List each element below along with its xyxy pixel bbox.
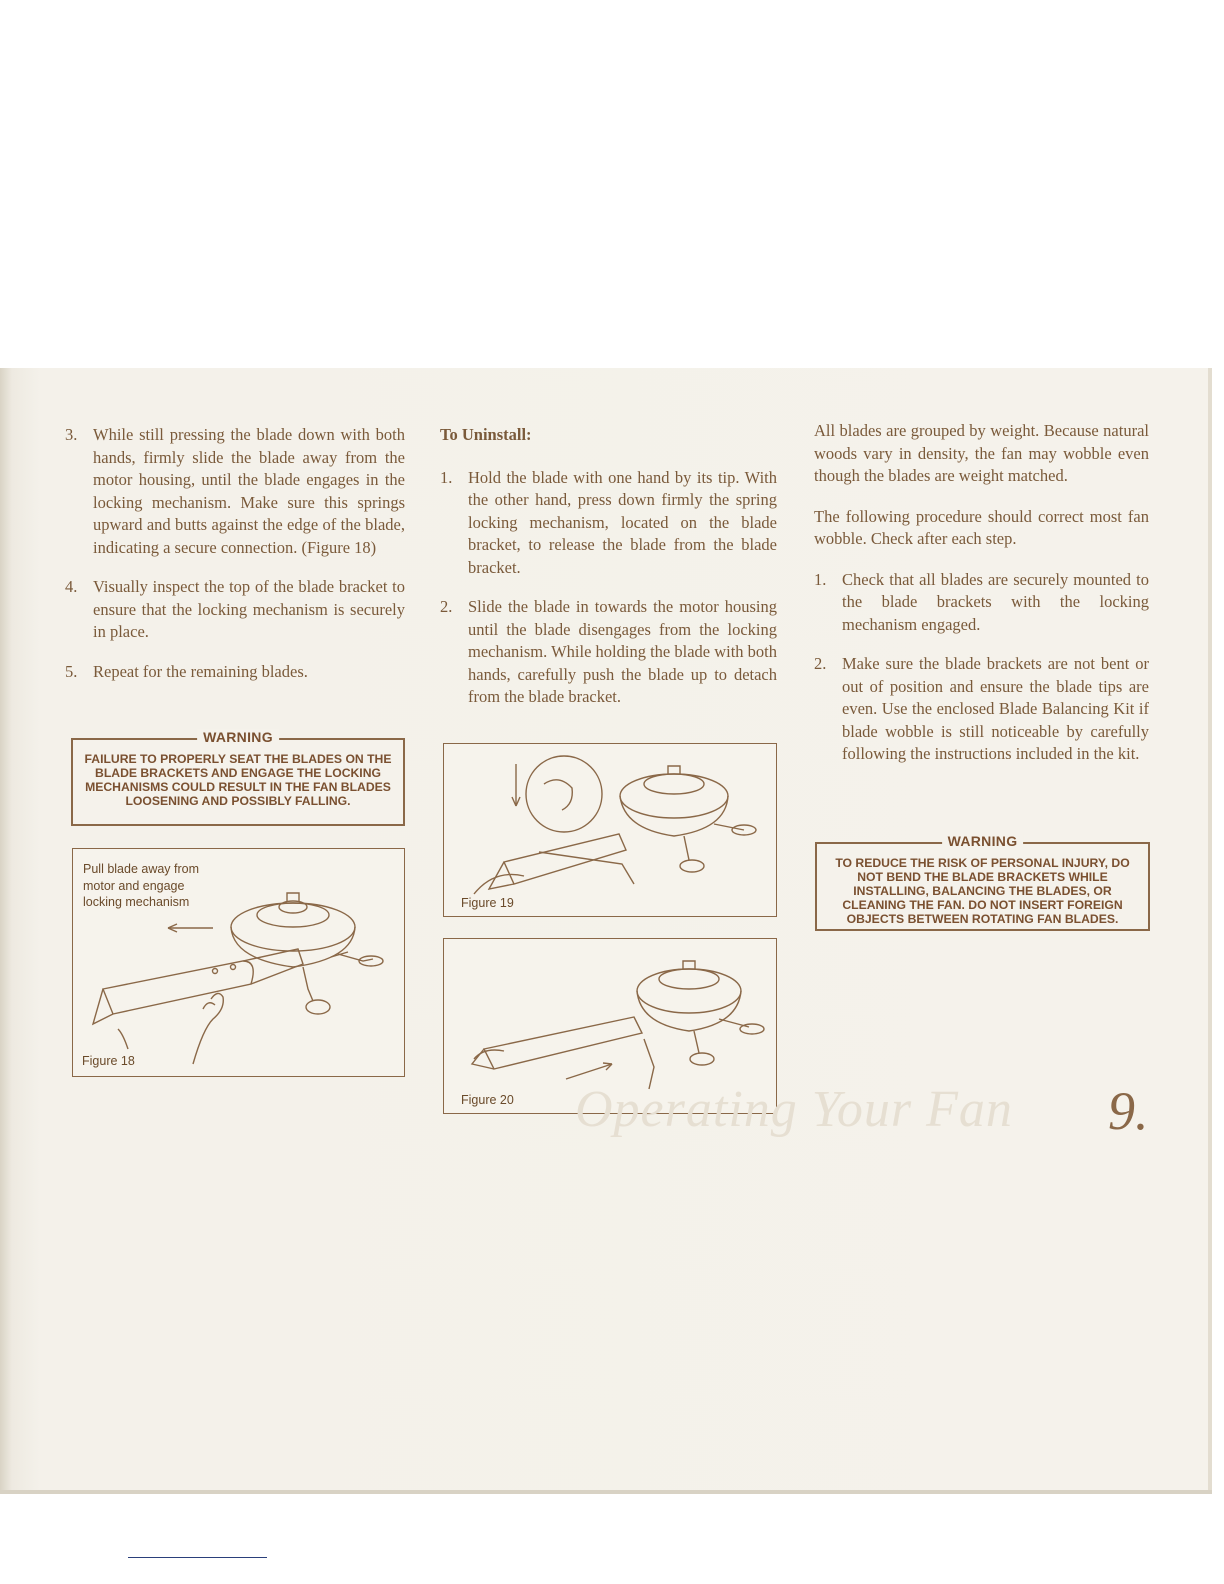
figure-18-callout: Pull blade away from motor and engage locking mechanism (83, 862, 200, 909)
step-4 (65, 576, 405, 644)
step-3 (65, 424, 405, 559)
step-text: Slide the blade in towards the motor housing until the blade disengages from the locking mechanism. While holding the blade with both hands, carefully push the blade up to detach from the blade bracket. (468, 597, 778, 706)
step-text: Make sure the blade brackets are not bent or out of position and ensure the blade tips are even. Use the enclosed Blade Balancing Kit if blade wobble is still noticeable by carefully following the instructions included in the kit. (842, 654, 1149, 763)
wobble-step-2 (814, 653, 1149, 766)
step-text: While still pressing the blade down with both hands, firmly slide the blade away from the motor housing, until the blade engages in the locking mechanism. Make sure this springs upward and butts against the edge of the blade, indicating a secure connection. (Figure 18) (93, 425, 405, 557)
column-middle (440, 424, 777, 726)
figure-caption: Figure 18 (82, 1054, 135, 1068)
warning-box-blade-seating (71, 729, 405, 826)
step-text: Repeat for the remaining blades. (93, 661, 308, 681)
step-number: 3. (65, 425, 78, 444)
warning-title: WARNING (942, 833, 1024, 849)
step-text: Check that all blades are securely mounted to the blade brackets with the locking mechanism engaged. (842, 569, 1149, 634)
step-5 (65, 661, 405, 684)
figure-caption: Figure 20 (461, 1093, 514, 1107)
uninstall-step-2 (440, 596, 777, 709)
step-number: 5. (65, 661, 78, 681)
step-number: 4. (65, 577, 78, 596)
figure-19 (443, 743, 777, 917)
step-number: 1. (814, 569, 827, 589)
step-number: 1. (440, 467, 453, 487)
page-number: 9. (1108, 1081, 1149, 1141)
wobble-step-1 (814, 569, 1149, 637)
divider-line (128, 1557, 267, 1558)
warning-text: TO REDUCE THE RISK OF PERSONAL INJURY, DO NOT BEND THE BLADE BRACKETS WHILE INSTALLING, BALANCING THE BLADES, OR CLEANING THE FAN. DO NOT INSERT FOREIGN OBJECTS BETWEEN ROTATING FAN BLADES. (835, 856, 1130, 926)
page-edge (1208, 368, 1212, 1493)
step-number: 2. (814, 654, 827, 673)
column-right (814, 420, 1149, 783)
section-title-watermark: Operating Your Fan (575, 1081, 1013, 1138)
warning-box-personal-injury (815, 833, 1150, 931)
fan-blade-uninstall-illustration (444, 744, 777, 917)
step-number: 2. (440, 597, 453, 616)
step-text: Visually inspect the top of the blade bracket to ensure that the locking mechanism is securely in place. (93, 577, 405, 641)
page-edge-bottom (0, 1490, 1212, 1494)
step-text: Hold the blade with one hand by its tip. With the other hand, press down firmly the spring locking mechanism, located on the blade bracket, to release the blade from the blade bracket. (468, 467, 777, 577)
figure-18 (72, 848, 405, 1077)
procedure-paragraph: The following procedure should correct most fan wobble. Check after each step. (814, 506, 1149, 548)
column-left (65, 424, 405, 700)
intro-paragraph: All blades are grouped by weight. Because natural woods vary in density, the fan may wobble even though the blades are weight matched. (814, 421, 1149, 485)
uninstall-step-1 (440, 467, 777, 580)
warning-title: WARNING (197, 729, 279, 745)
warning-text: FAILURE TO PROPERLY SEAT THE BLADES ON THE BLADE BRACKETS AND ENGAGE THE LOCKING MECHANISMS COULD RESULT IN THE FAN BLADES LOOSENING AND POSSIBLY FALLING. (84, 752, 392, 808)
section-heading: To Uninstall: (440, 425, 532, 444)
figure-caption: Figure 19 (461, 896, 514, 910)
